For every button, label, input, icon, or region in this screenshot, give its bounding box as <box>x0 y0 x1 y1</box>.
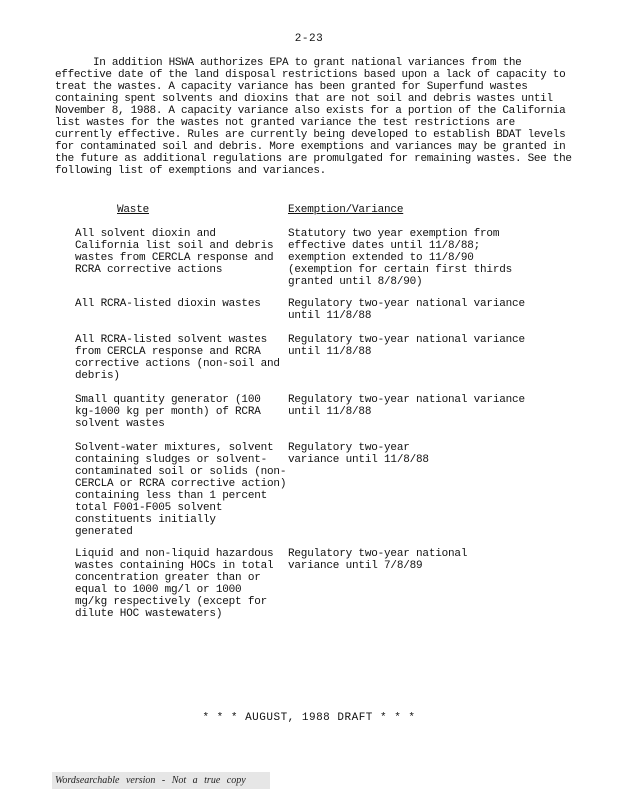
intro-line: containing spent solvents and dioxins that are not soil and debris wastes until <box>55 93 553 105</box>
exemption-line: variance until 7/8/89 <box>288 560 423 572</box>
intro-line: list wastes for the wastes not granted variance the test restrictions are <box>55 117 515 129</box>
exemption-line: Regulatory two-year national variance <box>288 334 525 346</box>
intro-line: In addition HSWA authorizes EPA to grant national variances from the <box>93 57 522 69</box>
header-waste: Waste <box>117 204 150 216</box>
waste-line: All RCRA-listed solvent wastes <box>75 334 268 346</box>
exemption-line: until 11/8/88 <box>288 346 372 358</box>
waste-line: solvent wastes <box>75 418 165 430</box>
waste-line: Small quantity generator (100 <box>75 394 261 406</box>
exemption-cell <box>288 334 568 358</box>
waste-line: constituents initially <box>75 514 216 526</box>
waste-cell <box>75 228 285 276</box>
exemption-line: until 11/8/88 <box>288 310 372 322</box>
intro-line: effective date of the land disposal restrictions based upon a lack of capacity to <box>55 69 566 81</box>
page-number: 2-23 <box>294 33 324 45</box>
waste-cell <box>75 394 285 430</box>
intro-line: November 8, 1988. A capacity variance also exists for a portion of the California <box>55 105 566 117</box>
intro-line: for contaminated soil and debris. More exemptions and variances may be granted in <box>55 141 566 153</box>
waste-cell <box>75 548 285 620</box>
intro-line: the future as additional regulations are promulgated for remaining wastes. See the <box>55 153 572 165</box>
waste-line: total F001-F005 solvent <box>75 502 223 514</box>
exemption-cell <box>288 298 568 322</box>
waste-line: corrective actions (non-soil and <box>75 358 280 370</box>
exemption-cell <box>288 228 568 288</box>
intro-paragraph <box>55 57 572 177</box>
header-exemption: Exemption/Variance <box>288 204 404 216</box>
waste-line: concentration greater than or <box>75 572 261 584</box>
exemption-line: exemption extended to 11/8/90 <box>288 252 474 264</box>
waste-line: wastes containing HOCs in total <box>75 560 274 572</box>
exemption-line: granted until 8/8/90) <box>288 276 423 288</box>
waste-line: dilute HOC wastewaters) <box>75 608 223 620</box>
waste-line: California list soil and debris <box>75 240 274 252</box>
waste-line: mg/kg respectively (except for <box>75 596 268 608</box>
waste-cell <box>75 442 285 538</box>
waste-line: CERCLA or RCRA corrective action) <box>75 478 287 490</box>
watermark-banner: Wordsearchable version - Not a true copy <box>52 772 270 789</box>
waste-line: equal to 1000 mg/l or 1000 <box>75 584 242 596</box>
waste-line: RCRA corrective actions <box>75 264 223 276</box>
waste-line: wastes from CERCLA response and <box>75 252 274 264</box>
intro-line: following list of exemptions and variances. <box>55 165 326 177</box>
exemption-line: (exemption for certain first thirds <box>288 264 513 276</box>
waste-line: containing sludges or solvent- <box>75 454 268 466</box>
footer-draft-notice: * * * AUGUST, 1988 DRAFT * * * <box>202 712 416 724</box>
waste-line: contaminated soil or solids (non- <box>75 466 287 478</box>
exemption-line: Regulatory two-year national <box>288 548 468 560</box>
waste-line: Liquid and non-liquid hazardous <box>75 548 274 560</box>
exemption-line: variance until 11/8/88 <box>288 454 429 466</box>
waste-line: generated <box>75 526 133 538</box>
exemption-line: until 11/8/88 <box>288 406 372 418</box>
waste-line: debris) <box>75 370 120 382</box>
waste-line: All solvent dioxin and <box>75 228 216 240</box>
exemption-line: Regulatory two-year national variance <box>288 298 525 310</box>
waste-line: kg-1000 kg per month) of RCRA <box>75 406 261 418</box>
exemption-cell <box>288 548 568 572</box>
waste-cell <box>75 334 285 382</box>
waste-cell <box>75 298 285 310</box>
exemption-cell <box>288 394 568 418</box>
waste-line: Solvent-water mixtures, solvent <box>75 442 274 454</box>
exemption-line: Statutory two year exemption from <box>288 228 500 240</box>
waste-line: from CERCLA response and RCRA <box>75 346 261 358</box>
exemption-cell <box>288 442 568 466</box>
waste-line: containing less than 1 percent <box>75 490 268 502</box>
exemption-line: Regulatory two-year <box>288 442 410 454</box>
waste-line: All RCRA-listed dioxin wastes <box>75 298 261 310</box>
exemption-line: effective dates until 11/8/88; <box>288 240 481 252</box>
intro-line: currently effective. Rules are currently being developed to establish BDAT levels <box>55 129 566 141</box>
exemption-line: Regulatory two-year national variance <box>288 394 525 406</box>
intro-line: treat the wastes. A capacity variance has been granted for Superfund wastes <box>55 81 528 93</box>
